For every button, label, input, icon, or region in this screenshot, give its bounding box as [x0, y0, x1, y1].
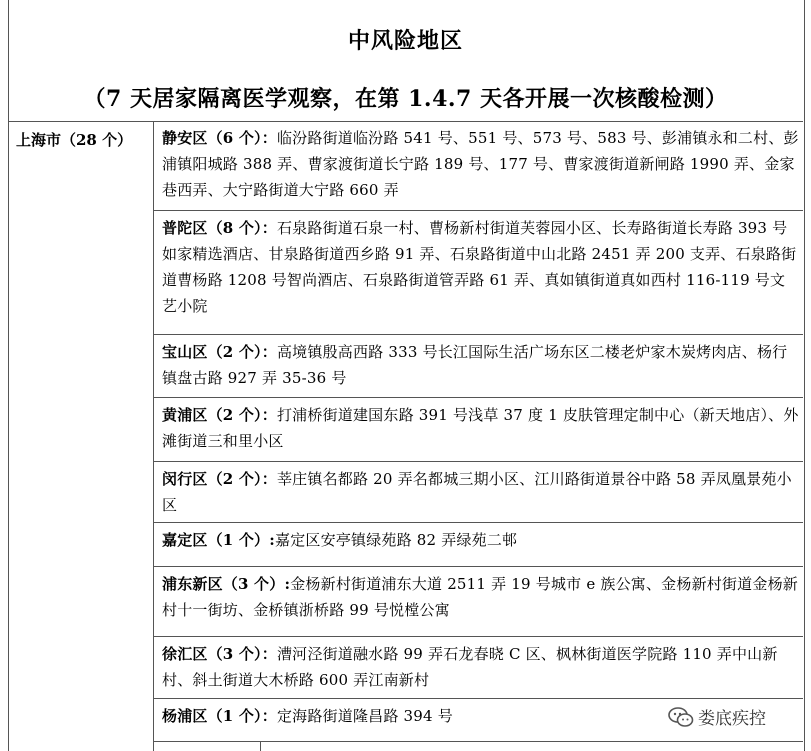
district-sep: ： — [261, 645, 277, 663]
district-sep: ： — [261, 219, 277, 237]
watermark — [668, 704, 766, 729]
district-name: 黄浦区（2 个） — [162, 406, 262, 424]
city-column — [8, 121, 154, 751]
district-name: 杨浦区（1 个） — [162, 707, 262, 725]
district-locations: 石泉路街道石泉一村、曹杨新村街道芙蓉园小区、长寿路街道长寿路 393 号如家精选酒店、甘泉路街道西乡路 91 弄、石泉路街道中山北路 2451 弄 200 支弄、石泉路街道曹杨路 1208 号智尚酒店、石泉路街道管弄路 61 弄、真如镇街道真如西村 116-119 号文艺小院 — [162, 219, 797, 315]
city-label: 上海市（28 个） — [16, 131, 133, 149]
district-name: 徐汇区（3 个） — [162, 645, 262, 663]
district-row — [154, 121, 803, 211]
district-name: 浦东新区（3 个） — [162, 575, 285, 593]
district-locations: 漕河泾街道融水路 99 弄石龙春晓 C 区、枫林街道医学院路 110 弄中山新村、斜土街道大木桥路 600 弄江南新村 — [162, 645, 778, 689]
district-sep: ： — [261, 406, 277, 424]
district-name: 静安区（6 个） — [162, 129, 262, 147]
district-sep: : — [269, 531, 276, 549]
district-sep: ： — [261, 707, 277, 725]
page-subtitle: （7 天居家隔离医学观察，在第 1.4.7 天各开展一次核酸检测） — [83, 86, 728, 112]
district-sep: ： — [261, 129, 277, 147]
district-row — [154, 637, 803, 699]
district-name: 宝山区（2 个） — [162, 343, 262, 361]
district-locations: 莘庄镇名都路 20 弄名都城三期小区、江川路街道景谷中路 58 弄凤凰景苑小区 — [162, 470, 792, 514]
district-name: 嘉定区（1 个） — [162, 531, 270, 549]
page-title: 中风险地区 — [347, 28, 463, 54]
district-row — [154, 567, 803, 637]
table-divider — [260, 742, 261, 751]
district-row — [154, 523, 803, 567]
district-locations: 打浦桥街道建国东路 391 号浅草 37 度 1 皮肤管理定制中心（新天地店）、外滩街道三和里小区 — [162, 406, 799, 450]
district-row — [154, 335, 803, 398]
district-row — [154, 398, 803, 462]
district-row — [154, 211, 803, 335]
district-row — [154, 462, 803, 523]
district-name: 闵行区（2 个） — [162, 470, 262, 488]
district-locations: 嘉定区安亭镇绿苑路 82 弄绿苑二邨 — [275, 531, 518, 549]
district-name: 普陀区（8 个） — [162, 219, 262, 237]
wechat-icon — [668, 706, 694, 728]
district-sep: ： — [261, 343, 277, 361]
district-locations: 高境镇殷高西路 333 号长江国际生活广场东区二楼老炉家木炭烤肉店、杨行镇盘古路 927 弄 35-36 号 — [162, 343, 788, 387]
district-locations: 金杨新村街道浦东大道 2511 弄 19 号城市 e 族公寓、金杨新村街道金杨新村十一街坊、金桥镇浙桥路 99 号悦樘公寓 — [162, 575, 798, 619]
district-sep: : — [284, 575, 291, 593]
district-locations: 临汾路街道临汾路 541 号、551 号、573 号、583 号、彭浦镇永和二村、彭浦镇阳城路 388 弄、曹家渡街道长宁路 189 号、177 号、曹家渡街道新闸路 1990 弄、金家巷西弄、大宁路街道大宁路 660 弄 — [162, 129, 799, 199]
watermark-label: 娄底疾控 — [698, 709, 766, 729]
district-locations: 定海路街道隆昌路 394 号 — [276, 707, 453, 725]
district-sep: ： — [261, 470, 277, 488]
table-header — [8, 0, 803, 122]
